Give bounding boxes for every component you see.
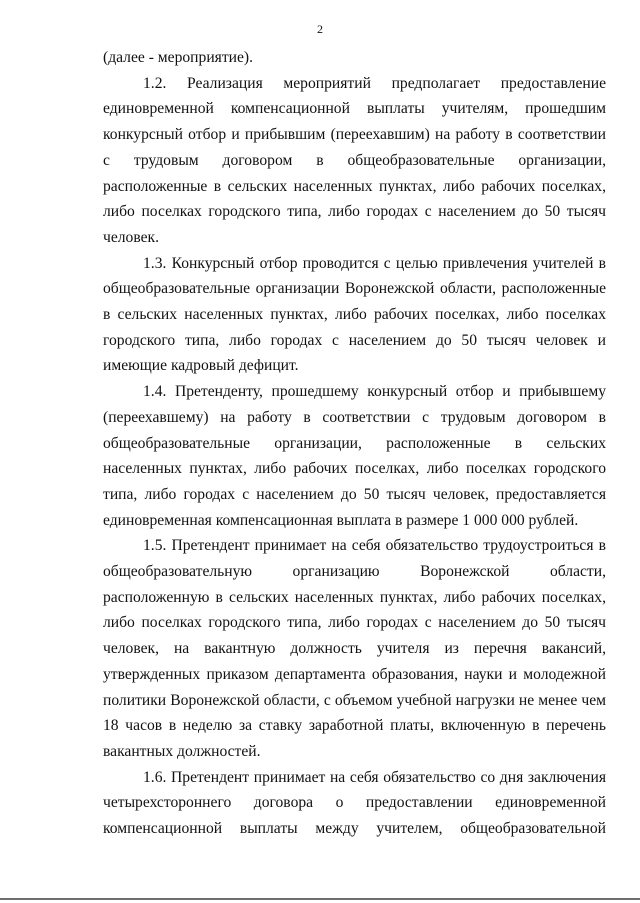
scan-edge-line bbox=[0, 898, 640, 900]
page-number: 2 bbox=[317, 22, 323, 36]
paragraph-1-4: 1.4. Претенденту, прошедшему конкурсный отбор и прибывшему (переехавшему) на работу в соответствии с трудовым договором в общеобразовательные организации, расположенные в сельских населенных пунктах, либо рабочих поселках, либо поселках городского типа, либо городах с населением до 50 тысяч человек, предоставляется единовременная компенсационная выплата в размере 1 000 000 рублей. bbox=[103, 383, 606, 529]
paragraph-continuation: (далее - мероприятие). bbox=[103, 49, 254, 66]
paragraph-1-6: 1.6. Претендент принимает на себя обязательство со дня заключения четырехстороннего договора о предоставлении единовременной компенсационной выплаты между учителем, общеобразовательной bbox=[103, 768, 606, 838]
paragraph-1-5: 1.5. Претендент принимает на себя обязательство трудоустроиться в общеобразовательную организацию Воронежской области, расположенную в сельских населенных пунктах, либо рабочих поселках, либо поселках городского типа, либо городах с населением до 50 тысяч человек, на вакантную должность учителя из перечня вакансий, утвержденных приказом департамента образования, науки и молодежной политики Воронежской области, с объемом учебной нагрузки не менее чем 18 часов в неделю за ставку заработной платы, включенную в перечень вакантных должностей. bbox=[103, 537, 606, 760]
document-body bbox=[103, 45, 606, 842]
paragraph-1-2: 1.2. Реализация мероприятий предполагает предоставление единовременной компенсационной выплаты учителям, прошедшим конкурсный отбор и прибывшим (переехавшим) на работу в соответствии с трудовым договором в общеобразовательные организации, расположенные в сельских населенных пунктах, либо рабочих поселках, либо поселках городского типа, либо городах с населением до 50 тысяч человек. bbox=[103, 74, 606, 246]
paragraph-1-3: 1.3. Конкурсный отбор проводится с целью привлечения учителей в общеобразовательные организации Воронежской области, расположенные в сельских населенных пунктах, либо рабочих поселках, либо поселках городского типа, либо городах с населением до 50 тысяч человек и имеющие кадровый дефицит. bbox=[103, 254, 606, 375]
